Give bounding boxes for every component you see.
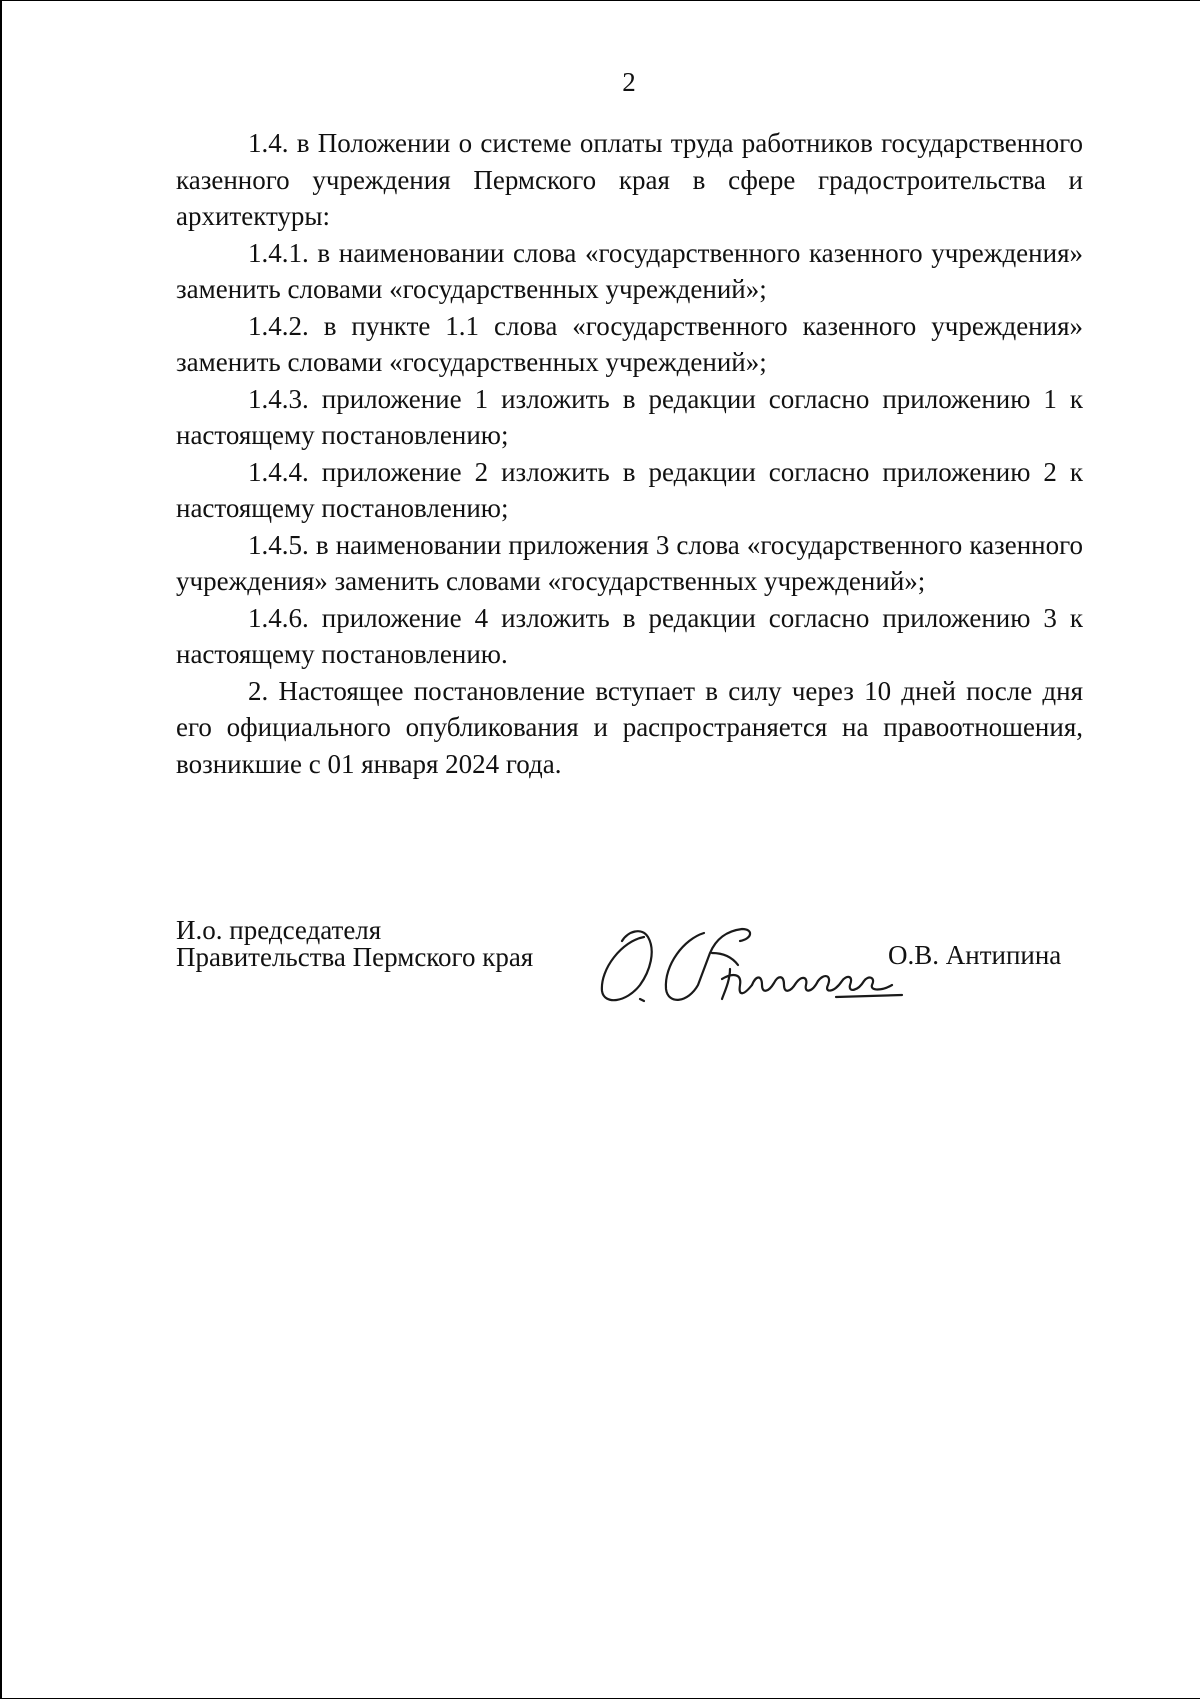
page-number: 2 <box>622 67 636 97</box>
paragraph-2: 2. Настоящее постановление вступает в силу через 10 дней после дня его официального опубликования и распространяется на правоотношения, возникшие с 01 января 2024 года. <box>176 675 1083 779</box>
paragraph-1-4-1: 1.4.1. в наименовании слова «государственного казенного учреждения» заменить словами «государственных учреждений»; <box>176 237 1083 304</box>
signatory-position-line-1: И.о. председателя <box>176 915 382 945</box>
paragraph-1-4-2: 1.4.2. в пункте 1.1 слова «государственного казенного учреждения» заменить словами «государственных учреждений»; <box>176 310 1083 377</box>
paragraph-1-4: 1.4. в Положении о системе оплаты труда работников государственного казенного учреждения Пермского края в сфере градостроительства и архитектуры: <box>176 128 1083 231</box>
handwritten-signature <box>592 919 912 1009</box>
signatory-position <box>176 917 533 971</box>
paragraph-1-4-6: 1.4.6. приложение 4 изложить в редакции согласно приложению 3 к настоящему постановлению. <box>176 602 1083 669</box>
paragraph-1-4-3: 1.4.3. приложение 1 изложить в редакции согласно приложению 1 к настоящему постановлению; <box>176 383 1083 450</box>
signatory-position-line-2: Правительства Пермского края <box>176 942 534 972</box>
document-body <box>176 125 1083 782</box>
signatory-name: О.В. Антипина <box>888 940 1062 970</box>
paragraph-1-4-4: 1.4.4. приложение 2 изложить в редакции согласно приложению 2 к настоящему постановлению; <box>176 456 1083 523</box>
paragraph-1-4-5: 1.4.5. в наименовании приложения 3 слова «государственного казенного учреждения» заменить словами «государственных учреждений»; <box>176 529 1083 596</box>
